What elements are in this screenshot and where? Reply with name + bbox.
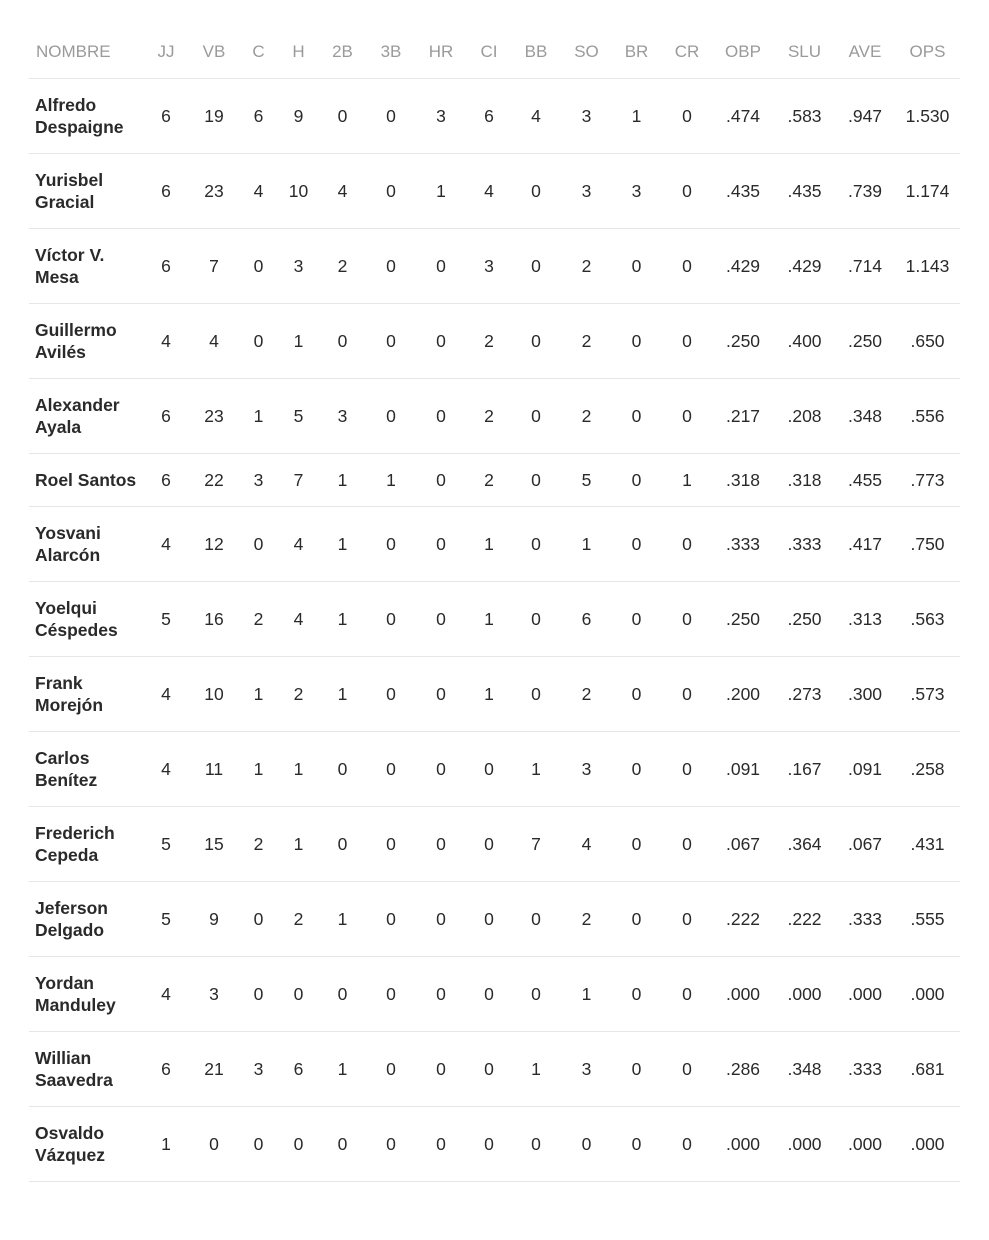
stat-cell-hr: 0 (414, 507, 468, 582)
stat-cell-cr: 0 (662, 957, 712, 1032)
stat-cell-vb: 9 (191, 882, 237, 957)
stat-cell-ops: .000 (895, 1107, 960, 1182)
stat-cell-jj: 4 (141, 304, 191, 379)
stat-cell-ops: .556 (895, 379, 960, 454)
stat-cell-c: 0 (237, 957, 280, 1032)
stat-cell-ci: 0 (468, 957, 510, 1032)
stat-cell-br: 0 (611, 582, 662, 657)
stat-cell-h: 1 (280, 732, 317, 807)
stat-cell-so: 2 (562, 882, 611, 957)
stat-cell-cr: 0 (662, 732, 712, 807)
stat-cell-cr: 1 (662, 454, 712, 507)
stat-cell-bb: 1 (510, 732, 562, 807)
stat-cell-br: 0 (611, 454, 662, 507)
stat-cell-hr: 0 (414, 582, 468, 657)
player-name-cell: Roel Santos (29, 454, 141, 507)
stat-cell-cr: 0 (662, 507, 712, 582)
stat-cell-jj: 5 (141, 882, 191, 957)
stat-cell-ci: 3 (468, 229, 510, 304)
stat-cell-h: 9 (280, 79, 317, 154)
stat-cell-c: 0 (237, 507, 280, 582)
stat-cell-3b: 0 (368, 154, 414, 229)
column-header-cr: CR (662, 26, 712, 79)
stat-cell-bb: 0 (510, 1107, 562, 1182)
stat-cell-h: 4 (280, 507, 317, 582)
stat-cell-vb: 11 (191, 732, 237, 807)
stat-cell-3b: 0 (368, 882, 414, 957)
stat-cell-ave: .091 (835, 732, 895, 807)
stat-cell-bb: 0 (510, 582, 562, 657)
stat-cell-h: 2 (280, 882, 317, 957)
stat-cell-vb: 0 (191, 1107, 237, 1182)
stat-cell-cr: 0 (662, 807, 712, 882)
stat-cell-obp: .474 (712, 79, 774, 154)
stat-cell-jj: 6 (141, 79, 191, 154)
stat-cell-2b: 4 (317, 154, 368, 229)
stat-cell-slu: .435 (774, 154, 835, 229)
stat-cell-slu: .333 (774, 507, 835, 582)
stat-cell-so: 3 (562, 154, 611, 229)
stat-cell-hr: 0 (414, 657, 468, 732)
stat-cell-3b: 0 (368, 807, 414, 882)
stat-cell-h: 0 (280, 957, 317, 1032)
stat-cell-ci: 1 (468, 657, 510, 732)
stat-cell-ave: .000 (835, 957, 895, 1032)
table-row (29, 657, 960, 732)
stat-cell-slu: .318 (774, 454, 835, 507)
stat-cell-jj: 1 (141, 1107, 191, 1182)
stat-cell-3b: 0 (368, 507, 414, 582)
column-header-ave: AVE (835, 26, 895, 79)
stat-cell-bb: 7 (510, 807, 562, 882)
stat-cell-ops: 1.143 (895, 229, 960, 304)
player-name-cell: Jeferson Delgado (29, 882, 141, 957)
table-row (29, 379, 960, 454)
stat-cell-slu: .000 (774, 1107, 835, 1182)
stat-cell-br: 0 (611, 1032, 662, 1107)
stat-cell-slu: .222 (774, 882, 835, 957)
stat-cell-br: 0 (611, 379, 662, 454)
stat-cell-cr: 0 (662, 582, 712, 657)
stat-cell-br: 1 (611, 79, 662, 154)
stat-cell-br: 0 (611, 229, 662, 304)
stat-cell-vb: 3 (191, 957, 237, 1032)
stat-cell-ave: .067 (835, 807, 895, 882)
stat-cell-c: 1 (237, 657, 280, 732)
stat-cell-ops: .650 (895, 304, 960, 379)
stat-cell-slu: .348 (774, 1032, 835, 1107)
stat-cell-obp: .222 (712, 882, 774, 957)
stat-cell-jj: 6 (141, 379, 191, 454)
stat-cell-ave: .348 (835, 379, 895, 454)
stat-cell-slu: .583 (774, 79, 835, 154)
stat-cell-c: 3 (237, 454, 280, 507)
stat-cell-h: 7 (280, 454, 317, 507)
stat-cell-ci: 0 (468, 882, 510, 957)
stat-cell-so: 2 (562, 304, 611, 379)
stat-cell-ops: .681 (895, 1032, 960, 1107)
column-header-vb: VB (191, 26, 237, 79)
stat-cell-cr: 0 (662, 79, 712, 154)
stat-cell-vb: 23 (191, 154, 237, 229)
stat-cell-obp: .000 (712, 1107, 774, 1182)
stat-cell-3b: 0 (368, 79, 414, 154)
stat-cell-so: 0 (562, 1107, 611, 1182)
stat-cell-slu: .000 (774, 957, 835, 1032)
stat-cell-3b: 0 (368, 379, 414, 454)
stat-cell-hr: 0 (414, 1032, 468, 1107)
stat-cell-slu: .400 (774, 304, 835, 379)
stat-cell-2b: 0 (317, 807, 368, 882)
stat-cell-obp: .200 (712, 657, 774, 732)
column-header-jj: JJ (141, 26, 191, 79)
stat-cell-so: 1 (562, 507, 611, 582)
stat-cell-h: 4 (280, 582, 317, 657)
stat-cell-jj: 4 (141, 507, 191, 582)
table-row (29, 154, 960, 229)
table-row (29, 807, 960, 882)
stat-cell-slu: .208 (774, 379, 835, 454)
stat-cell-ave: .333 (835, 1032, 895, 1107)
stat-cell-ave: .947 (835, 79, 895, 154)
stat-cell-3b: 0 (368, 304, 414, 379)
stat-cell-ops: .563 (895, 582, 960, 657)
stat-cell-vb: 19 (191, 79, 237, 154)
stat-cell-jj: 5 (141, 582, 191, 657)
stat-cell-ci: 6 (468, 79, 510, 154)
stat-cell-2b: 1 (317, 882, 368, 957)
stat-cell-ave: .250 (835, 304, 895, 379)
stat-cell-obp: .318 (712, 454, 774, 507)
table-row (29, 582, 960, 657)
table-row (29, 304, 960, 379)
column-header-br: BR (611, 26, 662, 79)
table-row (29, 79, 960, 154)
stat-cell-ave: .300 (835, 657, 895, 732)
stat-cell-bb: 0 (510, 304, 562, 379)
stat-cell-bb: 0 (510, 154, 562, 229)
stat-cell-jj: 6 (141, 1032, 191, 1107)
table-row (29, 229, 960, 304)
table-row (29, 882, 960, 957)
column-header-bb: BB (510, 26, 562, 79)
stat-cell-cr: 0 (662, 229, 712, 304)
stat-cell-ci: 2 (468, 304, 510, 379)
column-header-nombre: NOMBRE (29, 26, 141, 79)
stat-cell-2b: 1 (317, 582, 368, 657)
stat-cell-so: 3 (562, 732, 611, 807)
stat-cell-hr: 1 (414, 154, 468, 229)
table-row (29, 454, 960, 507)
stat-cell-so: 2 (562, 229, 611, 304)
stat-cell-vb: 22 (191, 454, 237, 507)
stat-cell-hr: 0 (414, 454, 468, 507)
player-name-cell: Alexander Ayala (29, 379, 141, 454)
column-header-2b: 2B (317, 26, 368, 79)
stat-cell-vb: 7 (191, 229, 237, 304)
stat-cell-ci: 2 (468, 454, 510, 507)
column-header-so: SO (562, 26, 611, 79)
stat-cell-obp: .000 (712, 957, 774, 1032)
stat-cell-c: 0 (237, 882, 280, 957)
stat-cell-ci: 4 (468, 154, 510, 229)
stat-cell-h: 0 (280, 1107, 317, 1182)
stat-cell-ave: .417 (835, 507, 895, 582)
stat-cell-bb: 0 (510, 657, 562, 732)
stat-cell-2b: 0 (317, 957, 368, 1032)
column-header-c: C (237, 26, 280, 79)
stat-cell-ops: .431 (895, 807, 960, 882)
stat-cell-ci: 0 (468, 807, 510, 882)
table-row (29, 1032, 960, 1107)
player-name-cell: Guillermo Avilés (29, 304, 141, 379)
stat-cell-obp: .091 (712, 732, 774, 807)
stat-cell-3b: 0 (368, 229, 414, 304)
player-name-cell: Willian Saavedra (29, 1032, 141, 1107)
stat-cell-cr: 0 (662, 154, 712, 229)
stat-cell-ci: 0 (468, 1107, 510, 1182)
player-name-cell: Yoelqui Céspedes (29, 582, 141, 657)
stat-cell-br: 0 (611, 732, 662, 807)
stat-cell-so: 6 (562, 582, 611, 657)
stat-cell-ave: .714 (835, 229, 895, 304)
stat-cell-hr: 0 (414, 1107, 468, 1182)
stat-cell-2b: 2 (317, 229, 368, 304)
stat-cell-br: 0 (611, 507, 662, 582)
stat-cell-3b: 1 (368, 454, 414, 507)
table-row (29, 732, 960, 807)
stat-cell-vb: 21 (191, 1032, 237, 1107)
stat-cell-slu: .429 (774, 229, 835, 304)
stat-cell-bb: 0 (510, 957, 562, 1032)
stat-cell-3b: 0 (368, 657, 414, 732)
batting-stats-table (29, 26, 960, 1182)
stat-cell-ops: .258 (895, 732, 960, 807)
stat-cell-3b: 0 (368, 732, 414, 807)
stat-cell-bb: 1 (510, 1032, 562, 1107)
player-name-cell: Yurisbel Gracial (29, 154, 141, 229)
stat-cell-obp: .250 (712, 304, 774, 379)
stat-cell-ops: .000 (895, 957, 960, 1032)
player-name-cell: Alfredo Despaigne (29, 79, 141, 154)
stat-cell-so: 4 (562, 807, 611, 882)
stat-cell-cr: 0 (662, 379, 712, 454)
stat-cell-br: 3 (611, 154, 662, 229)
stat-cell-so: 2 (562, 657, 611, 732)
stat-cell-obp: .217 (712, 379, 774, 454)
stat-cell-vb: 16 (191, 582, 237, 657)
stat-cell-jj: 4 (141, 657, 191, 732)
table-row (29, 957, 960, 1032)
batting-stats-table-container (29, 26, 960, 1182)
stat-cell-c: 2 (237, 807, 280, 882)
stat-cell-3b: 0 (368, 957, 414, 1032)
stat-cell-c: 1 (237, 379, 280, 454)
stat-cell-obp: .429 (712, 229, 774, 304)
stat-cell-vb: 15 (191, 807, 237, 882)
stat-cell-2b: 0 (317, 732, 368, 807)
stat-cell-2b: 0 (317, 304, 368, 379)
stat-cell-jj: 6 (141, 154, 191, 229)
stat-cell-2b: 1 (317, 657, 368, 732)
stat-cell-so: 5 (562, 454, 611, 507)
stat-cell-hr: 0 (414, 957, 468, 1032)
stat-cell-h: 3 (280, 229, 317, 304)
stat-cell-br: 0 (611, 657, 662, 732)
stat-cell-so: 3 (562, 79, 611, 154)
stat-cell-h: 6 (280, 1032, 317, 1107)
stat-cell-3b: 0 (368, 1032, 414, 1107)
stat-cell-obp: .333 (712, 507, 774, 582)
player-name-cell: Frank Morejón (29, 657, 141, 732)
stat-cell-bb: 4 (510, 79, 562, 154)
stat-cell-h: 1 (280, 304, 317, 379)
stat-cell-hr: 0 (414, 229, 468, 304)
stat-cell-hr: 3 (414, 79, 468, 154)
player-name-cell: Osvaldo Vázquez (29, 1107, 141, 1182)
player-name-cell: Frederich Cepeda (29, 807, 141, 882)
stat-cell-ops: .750 (895, 507, 960, 582)
stat-cell-slu: .364 (774, 807, 835, 882)
stat-cell-so: 1 (562, 957, 611, 1032)
stat-cell-ops: .773 (895, 454, 960, 507)
stat-cell-jj: 4 (141, 957, 191, 1032)
stat-cell-bb: 0 (510, 882, 562, 957)
stat-cell-br: 0 (611, 304, 662, 379)
column-header-obp: OBP (712, 26, 774, 79)
stat-cell-jj: 6 (141, 454, 191, 507)
stat-cell-so: 2 (562, 379, 611, 454)
stat-cell-c: 0 (237, 229, 280, 304)
stat-cell-ci: 1 (468, 582, 510, 657)
stat-cell-ci: 1 (468, 507, 510, 582)
stat-cell-br: 0 (611, 957, 662, 1032)
column-header-3b: 3B (368, 26, 414, 79)
stat-cell-hr: 0 (414, 807, 468, 882)
stat-cell-ci: 2 (468, 379, 510, 454)
stat-cell-bb: 0 (510, 229, 562, 304)
stat-cell-so: 3 (562, 1032, 611, 1107)
stat-cell-obp: .286 (712, 1032, 774, 1107)
stat-cell-jj: 6 (141, 229, 191, 304)
player-name-cell: Yordan Manduley (29, 957, 141, 1032)
stat-cell-vb: 4 (191, 304, 237, 379)
column-header-h: H (280, 26, 317, 79)
stat-cell-c: 2 (237, 582, 280, 657)
stat-cell-h: 5 (280, 379, 317, 454)
column-header-hr: HR (414, 26, 468, 79)
stat-cell-cr: 0 (662, 657, 712, 732)
stat-cell-cr: 0 (662, 1032, 712, 1107)
stat-cell-ops: .555 (895, 882, 960, 957)
stat-cell-2b: 1 (317, 1032, 368, 1107)
stat-cell-2b: 0 (317, 1107, 368, 1182)
stat-cell-br: 0 (611, 807, 662, 882)
stat-cell-jj: 4 (141, 732, 191, 807)
stat-cell-c: 0 (237, 304, 280, 379)
stat-cell-ave: .333 (835, 882, 895, 957)
stat-cell-hr: 0 (414, 379, 468, 454)
stat-cell-3b: 0 (368, 582, 414, 657)
stat-cell-c: 3 (237, 1032, 280, 1107)
stat-cell-ave: .000 (835, 1107, 895, 1182)
player-name-cell: Víctor V. Mesa (29, 229, 141, 304)
stat-cell-ci: 0 (468, 732, 510, 807)
stat-cell-cr: 0 (662, 882, 712, 957)
table-header (29, 26, 960, 79)
stat-cell-ops: 1.530 (895, 79, 960, 154)
table-body (29, 79, 960, 1182)
stat-cell-c: 6 (237, 79, 280, 154)
stat-cell-vb: 10 (191, 657, 237, 732)
stat-cell-h: 10 (280, 154, 317, 229)
stat-cell-ops: 1.174 (895, 154, 960, 229)
stat-cell-2b: 1 (317, 454, 368, 507)
stat-cell-bb: 0 (510, 379, 562, 454)
stat-cell-c: 4 (237, 154, 280, 229)
stat-cell-vb: 12 (191, 507, 237, 582)
stat-cell-h: 2 (280, 657, 317, 732)
stat-cell-c: 0 (237, 1107, 280, 1182)
stat-cell-obp: .067 (712, 807, 774, 882)
player-name-cell: Yosvani Alarcón (29, 507, 141, 582)
column-header-slu: SLU (774, 26, 835, 79)
stat-cell-cr: 0 (662, 304, 712, 379)
column-header-ci: CI (468, 26, 510, 79)
stat-cell-bb: 0 (510, 507, 562, 582)
stat-cell-obp: .250 (712, 582, 774, 657)
column-header-ops: OPS (895, 26, 960, 79)
stat-cell-vb: 23 (191, 379, 237, 454)
stat-cell-3b: 0 (368, 1107, 414, 1182)
stat-cell-obp: .435 (712, 154, 774, 229)
stat-cell-slu: .167 (774, 732, 835, 807)
stat-cell-2b: 1 (317, 507, 368, 582)
stat-cell-hr: 0 (414, 304, 468, 379)
stat-cell-ave: .455 (835, 454, 895, 507)
stat-cell-h: 1 (280, 807, 317, 882)
stat-cell-hr: 0 (414, 732, 468, 807)
stat-cell-jj: 5 (141, 807, 191, 882)
stat-cell-slu: .273 (774, 657, 835, 732)
stat-cell-br: 0 (611, 882, 662, 957)
stat-cell-ave: .313 (835, 582, 895, 657)
stat-cell-ave: .739 (835, 154, 895, 229)
stat-cell-ci: 0 (468, 1032, 510, 1107)
stat-cell-2b: 0 (317, 79, 368, 154)
stat-cell-slu: .250 (774, 582, 835, 657)
stat-cell-2b: 3 (317, 379, 368, 454)
player-name-cell: Carlos Benítez (29, 732, 141, 807)
stat-cell-c: 1 (237, 732, 280, 807)
stat-cell-cr: 0 (662, 1107, 712, 1182)
stat-cell-br: 0 (611, 1107, 662, 1182)
table-row (29, 1107, 960, 1182)
header-row (29, 26, 960, 79)
table-row (29, 507, 960, 582)
stat-cell-bb: 0 (510, 454, 562, 507)
stat-cell-ops: .573 (895, 657, 960, 732)
stat-cell-hr: 0 (414, 882, 468, 957)
